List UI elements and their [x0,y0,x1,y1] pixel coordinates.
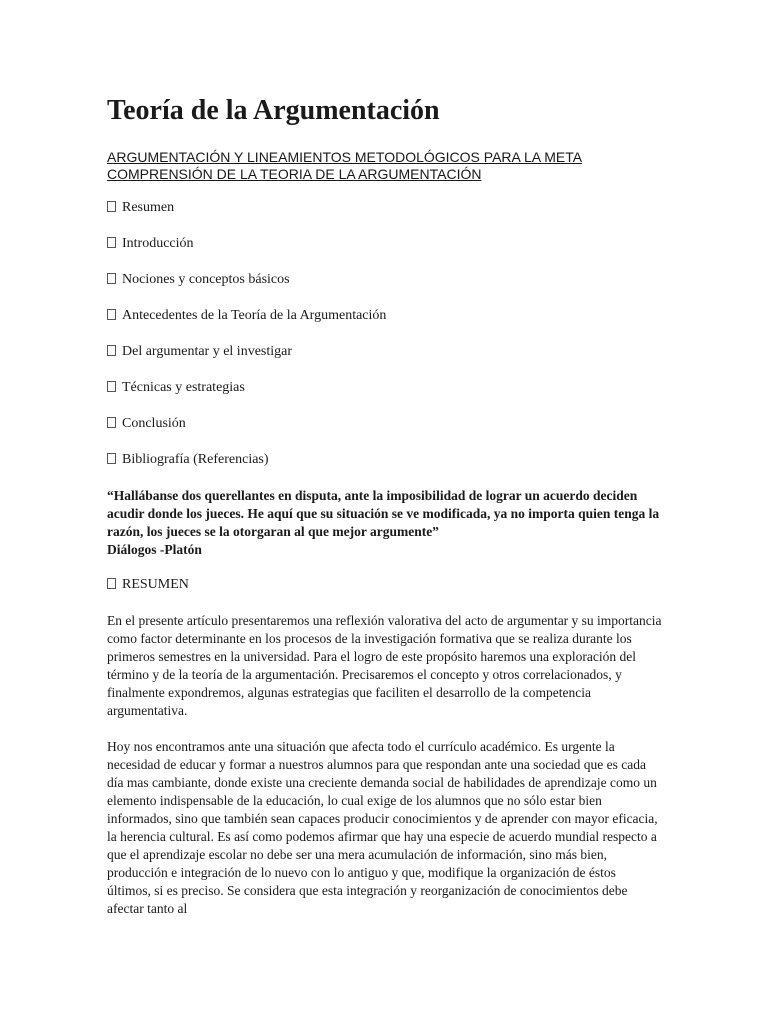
toc-item [107,199,386,235]
toc-item [107,307,386,343]
section-heading [107,576,189,594]
quote-text: “Hallábanse dos querellantes en disputa, ante la imposibilidad de lograr un acuerdo deciden acudir donde los jueces. He aquí que su situación se ve modificada, ya no importa quien tenga la razón, los jueces se la otorgaran al que mejor argumente” [107,488,660,539]
toc-item-label: Conclusión [122,416,186,431]
bullet-icon [107,578,116,589]
quote-source: Diálogos -Platón [107,542,202,557]
bullet-icon [107,453,116,464]
bullet-icon [107,309,116,320]
toc-item-label: Introducción [122,236,194,251]
bullet-icon [107,417,116,428]
toc-item-label: Nociones y conceptos básicos [122,272,290,287]
toc-item-label: Técnicas y estrategias [122,380,245,395]
bullet-icon [107,273,116,284]
toc-item-label: Resumen [122,200,175,215]
document-title: Teoría de la Argumentación [107,95,440,126]
bullet-icon [107,201,116,212]
toc-item [107,235,386,271]
toc-item-label: Bibliografía (Referencias) [122,452,269,467]
body-paragraph: Hoy nos encontramos ante una situación que afecta todo el currículo académico. Es urgente la necesidad de educar y formar a nuestros alumnos para que respondan ante una sociedad que es cada día mas cambiante, donde existe una creciente demanda social de habilidades de aprendizaje como un elemento indispensable de la educación, lo cual exige de los alumnos que no sólo estar bien informados, sino que también sean capaces producir conocimientos y de aprender con mayor eficacia, la herencia cultural. Es así como podemos afirmar que hay una especie de acuerdo mundial respecto a que el aprendizaje escolar no debe ser una mera acumulación de información, sino más bien, producción e integración de lo nuevo con lo antiguo y que, modifique la organización de éstos últimos, si es preciso. Se considera que esta integración y reorganización de conocimientos debe afectar tanto al [107,739,658,916]
toc-item [107,271,386,307]
epigraph-quote [107,487,667,559]
bullet-icon [107,345,116,356]
toc-item [107,343,386,379]
table-of-contents [107,199,386,487]
toc-item [107,379,386,415]
section-heading-label: RESUMEN [122,577,189,592]
toc-item [107,451,386,487]
toc-item [107,415,386,451]
body-paragraph: En el presente artículo presentaremos una reflexión valorativa del acto de argumentar y su importancia como factor determinante en los procesos de la investigación formativa que se realiza durante los primeros semestres en la universidad. Para el logro de este propósito haremos una exploración del término y de la teoría de la argumentación. Precisaremos el concepto y otros correlacionados, y finalmente expondremos, algunas estrategias que faciliten el desarrollo de la competencia argumentativa. [107,613,662,718]
toc-item-label: Del argumentar y el investigar [122,344,293,359]
bullet-icon [107,381,116,392]
toc-item-label: Antecedentes de la Teoría de la Argumentación [122,308,387,323]
bullet-icon [107,237,116,248]
document-subtitle: ARGUMENTACIÓN Y LINEAMIENTOS METODOLÓGICOS PARA LA META COMPRENSIÓN DE LA TEORIA DE LA ARGUMENTACIÓN [107,149,583,182]
